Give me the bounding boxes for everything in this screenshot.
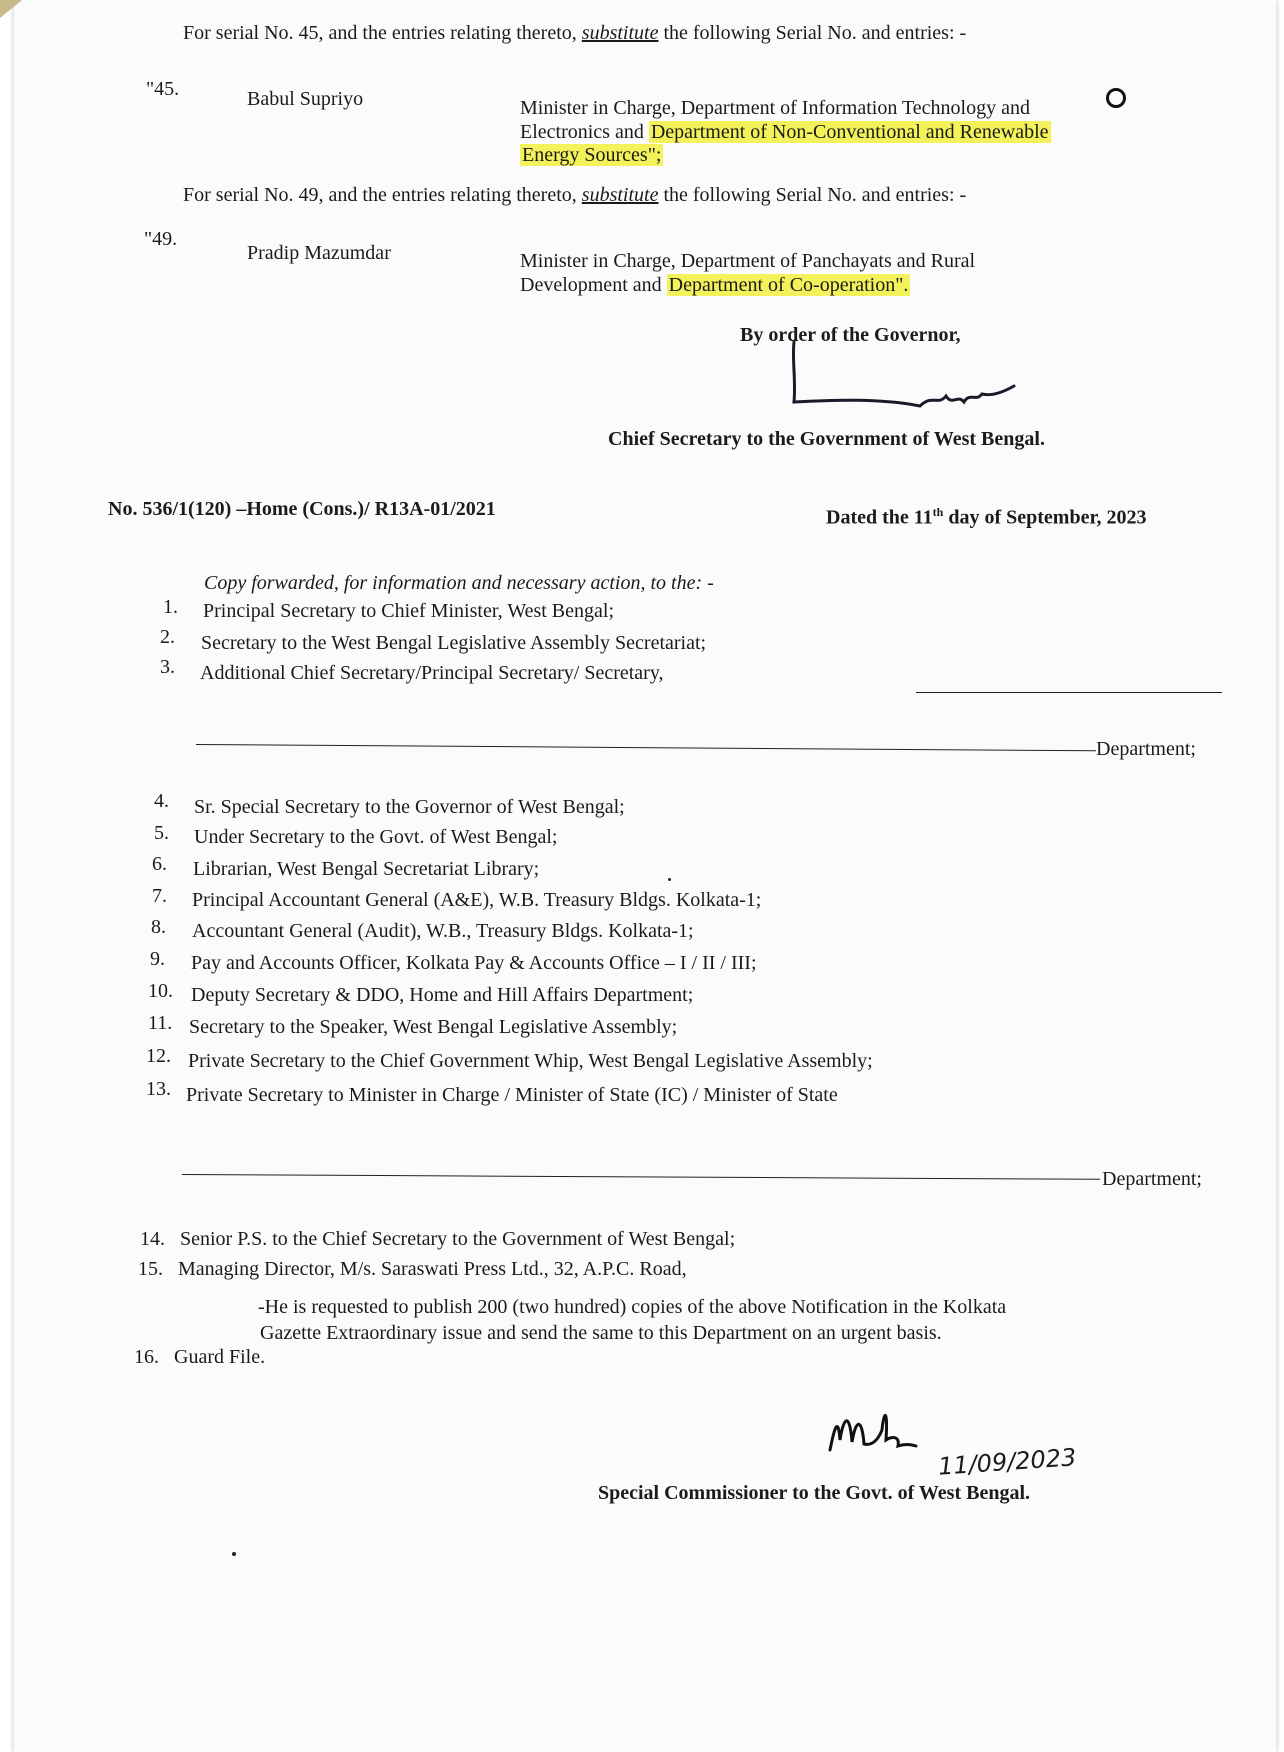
- recipient-number: 3.: [160, 656, 175, 678]
- recipient-text: Principal Accountant General (A&E), W.B. Treasury Bldgs. Kolkata-1;: [192, 889, 762, 911]
- portfolio-text: Electronics and: [520, 121, 649, 143]
- portfolio-line-1: Minister in Charge, Department of Panchayats and Rural: [520, 250, 976, 272]
- memo-date: [826, 505, 1147, 530]
- speck-dot: [232, 1552, 236, 1556]
- instruction-text: For serial No. 49, and the entries relating thereto,: [183, 184, 582, 206]
- date-text: day of September, 2023: [943, 506, 1147, 529]
- recipient-text: Sr. Special Secretary to the Governor of West Bengal;: [194, 796, 625, 818]
- recipient-number: 1.: [163, 596, 178, 618]
- recipient-continuation: Gazette Extraordinary issue and send the same to this Department on an urgent basis.: [260, 1322, 942, 1344]
- recipient-number: 13.: [146, 1078, 171, 1100]
- recipient-text: Senior P.S. to the Chief Secretary to the Government of West Bengal;: [180, 1228, 736, 1250]
- instruction-text: For serial No. 45, and the entries relating thereto,: [183, 22, 582, 44]
- blank-fill-line: [916, 692, 1222, 693]
- copy-forwarded-intro: Copy forwarded, for information and necessary action, to the: -: [204, 572, 714, 594]
- highlighted-text: Energy Sources";: [522, 144, 662, 166]
- highlighted-text: Department of Co-operation".: [668, 274, 909, 296]
- portfolio-text: Development and: [520, 274, 667, 296]
- recipient-text: Guard File.: [174, 1346, 266, 1368]
- instruction-text: the following Serial No. and entries: -: [658, 22, 967, 44]
- recipient-number: 5.: [154, 822, 169, 844]
- date-superscript: th: [932, 505, 944, 519]
- amendment-instruction-49: [183, 184, 966, 207]
- department-label: Department;: [1096, 738, 1196, 760]
- recipient-number: 4.: [154, 790, 169, 812]
- minister-name-49: Pradip Mazumdar: [247, 242, 391, 264]
- amendment-instruction-45: [183, 22, 966, 45]
- portfolio-line-3: [520, 144, 663, 167]
- memo-number: No. 536/1(120) –Home (Cons.)/ R13A-01/2021: [108, 498, 496, 520]
- handwritten-date: 11/09/2023: [937, 1443, 1078, 1481]
- circle-mark-icon: [1106, 88, 1126, 108]
- recipient-text: Secretary to the Speaker, West Bengal Legislative Assembly;: [189, 1016, 678, 1038]
- recipient-text: Secretary to the West Bengal Legislative Assembly Secretariat;: [201, 632, 707, 654]
- recipient-number: 6.: [152, 853, 167, 875]
- recipient-text: Under Secretary to the Govt. of West Bengal;: [194, 826, 558, 848]
- instruction-verb: substitute: [581, 22, 659, 44]
- department-label: Department;: [1102, 1168, 1202, 1190]
- serial-number-49: "49.: [144, 228, 178, 250]
- special-commissioner-title: Special Commissioner to the Govt. of West Bengal.: [598, 1482, 1031, 1504]
- date-text: Dated the 11: [826, 506, 933, 529]
- chief-secretary-signature: [770, 340, 1030, 420]
- by-order-text: By order of the Governor,: [740, 324, 961, 346]
- instruction-text: the following Serial No. and entries: -: [658, 184, 967, 206]
- recipient-text: Deputy Secretary & DDO, Home and Hill Affairs Department;: [191, 984, 694, 1006]
- recipient-text: Pay and Accounts Officer, Kolkata Pay & Accounts Office – I / II / III;: [191, 952, 757, 974]
- recipient-text: Librarian, West Bengal Secretariat Library;: [193, 858, 540, 880]
- recipient-number: 7.: [152, 885, 167, 907]
- portfolio-line-2: [520, 274, 910, 297]
- instruction-verb: substitute: [581, 184, 659, 206]
- recipient-continuation: -He is requested to publish 200 (two hundred) copies of the above Notification in the Kolkata: [258, 1296, 1007, 1318]
- chief-secretary-title: Chief Secretary to the Government of West Bengal.: [608, 428, 1045, 450]
- recipient-text: Principal Secretary to Chief Minister, West Bengal;: [203, 600, 615, 622]
- recipient-number: 14.: [140, 1228, 165, 1250]
- recipient-text: Additional Chief Secretary/Principal Secretary/ Secretary,: [200, 662, 664, 684]
- recipient-number: 8.: [151, 916, 166, 938]
- page-corner-fold: [0, 0, 22, 18]
- portfolio-line-1: Minister in Charge, Department of Information Technology and: [520, 97, 1030, 119]
- recipient-text: Accountant General (Audit), W.B., Treasury Bldgs. Kolkata-1;: [192, 920, 694, 942]
- serial-number-45: "45.: [146, 78, 180, 100]
- recipient-number: 2.: [160, 626, 175, 648]
- recipient-number: 15.: [138, 1258, 163, 1280]
- recipient-text: Private Secretary to the Chief Government Whip, West Bengal Legislative Assembly;: [188, 1050, 873, 1072]
- recipient-text: Managing Director, M/s. Saraswati Press Ltd., 32, A.P.C. Road,: [178, 1258, 687, 1280]
- recipient-number: 16.: [134, 1346, 159, 1368]
- recipient-number: 9.: [150, 948, 165, 970]
- recipient-number: 11.: [148, 1012, 173, 1034]
- recipient-number: 10.: [148, 980, 173, 1002]
- portfolio-line-2: [520, 121, 1051, 144]
- highlighted-text: Department of Non-Conventional and Renewable: [650, 121, 1049, 143]
- recipient-number: 12.: [146, 1045, 171, 1067]
- speck-dot: [668, 878, 671, 881]
- minister-name-45: Babul Supriyo: [247, 88, 364, 110]
- recipient-text: Private Secretary to Minister in Charge / Minister of State (IC) / Minister of State: [186, 1084, 838, 1106]
